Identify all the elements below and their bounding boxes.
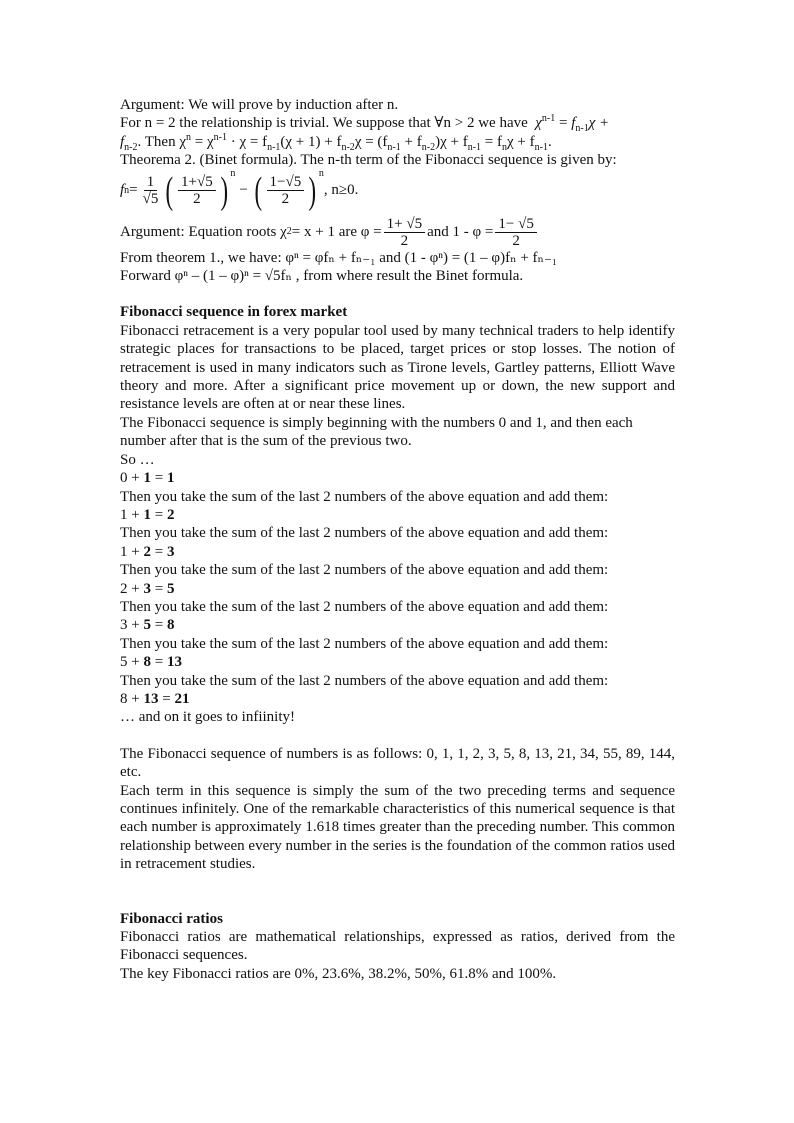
- section-heading-forex: Fibonacci sequence in forex market: [120, 304, 348, 321]
- argument-line: Argument: We will prove by induction after n.: [120, 97, 399, 113]
- binet-term-2: $\frac{1-√5}{2}$: [267, 174, 305, 207]
- fibonacci-step: 8 + 13 = 21: [120, 690, 190, 707]
- forex-paragraph-2: The Fibonacci sequence is simply beginning with the numbers 0 and 1, and then each number after that is the sum of the previous two.: [120, 414, 633, 450]
- section-heading-ratios: Fibonacci ratios: [120, 910, 223, 927]
- theorem-2: Theorema 2. (Binet formula). The n-th term of the Fibonacci sequence is given by:: [120, 152, 617, 169]
- fibonacci-step: 1 + 2 = 3: [120, 543, 175, 560]
- phi-fraction: $\frac{1+ √5}{2}$: [384, 216, 425, 249]
- fibonacci-step: 2 + 3 = 5: [120, 580, 175, 597]
- then-line: Then you take the sum of the last 2 numbers of the above equation and add them:: [120, 635, 609, 652]
- binet-formula: f n = $\frac{1}{√5}$ ( $\frac{1+√5}{2}$ ) n − ( $\frac{1-√5}{2}$ ) n , n≥0.: [120, 167, 359, 212]
- binet-term-1: $\frac{1+√5}{2}$: [178, 174, 216, 207]
- induction-line-1: For n = 2 the relationship is trivial. We suppose that ∀n > 2 we have $\chi^{n-1} = f_{n-1}\chi$ +: [120, 113, 610, 135]
- binet-coefficient: $\frac{1}{√5}$: [142, 174, 159, 208]
- forex-paragraph-3: The Fibonacci sequence of numbers is as follows: 0, 1, 1, 2, 3, 5, 8, 13, 21, 34, 55, 89, 144, etc.: [120, 745, 675, 781]
- forex-paragraph-1: Fibonacci retracement is a very popular tool used by many technical traders to help identify strategic places for transactions to be placed, target prices or stop losses. The notion of retracement is used in many indicators such as Tirone levels, Gartley patterns, Elliott Wave theory and more. After a significant price movement up or down, the new support and resistance levels are often at or near these lines.: [120, 322, 675, 413]
- ratios-paragraph-2: The key Fibonacci ratios are 0%, 23.6%, 38.2%, 50%, 61.8% and 100%.: [120, 965, 557, 982]
- argument-roots: Argument: Equation roots χ 2 = x + 1 are φ = $\frac{1+ √5}{2}$ and 1 - φ = $\frac{1- √5}{2}$: [120, 216, 675, 249]
- forex-paragraph-4: Each term in this sequence is simply the sum of the two preceding terms and sequence continues infinitely. One of the remarkable characteristics of this numerical sequence is that each number is approximately 1.618 times greater than the preceding number. This common relationship between every number in the series is the foundation of the common ratios used in retracement studies.: [120, 782, 675, 873]
- from-theorem-line: From theorem 1., we have: φⁿ = φfₙ + fₙ₋₁ and (1 - φⁿ) = (1 – φ)fₙ + fₙ₋₁: [120, 249, 558, 266]
- fibonacci-step: 3 + 5 = 8: [120, 617, 175, 634]
- then-line: Then you take the sum of the last 2 numbers of the above equation and add them:: [120, 488, 609, 505]
- induction-line-2: $f_{n-2}$. Then $\chi^n = \chi^{n-1} \cdot \chi = f_{n-1}(\chi + 1) + f_{n-2}\chi = (f_{n-1} + f_{n-2})\chi + f_{n-1} = f_n\chi + f_{n-1}$.: [120, 131, 552, 153]
- ratios-paragraph-1: Fibonacci ratios are mathematical relationships, expressed as ratios, derived from the Fibonacci sequences.: [120, 929, 675, 964]
- document-page: [120, 96, 675, 983]
- fibonacci-steps: [120, 469, 675, 708]
- forward-line: Forward φⁿ – (1 – φ)ⁿ = √5fₙ , from where result the Binet formula.: [120, 268, 524, 285]
- then-line: Then you take the sum of the last 2 numbers of the above equation and add them:: [120, 598, 609, 615]
- fibonacci-step: 0 + 1 = 1: [120, 470, 175, 487]
- fibonacci-step: 5 + 8 = 13: [120, 654, 182, 671]
- then-line: Then you take the sum of the last 2 numbers of the above equation and add them:: [120, 562, 609, 579]
- one-minus-phi-fraction: $\frac{1- √5}{2}$: [495, 216, 536, 249]
- fibonacci-step: 1 + 1 = 2: [120, 506, 175, 523]
- so-line: So …: [120, 451, 155, 468]
- infinity-line: … and on it goes to infiinity!: [120, 709, 295, 726]
- then-line: Then you take the sum of the last 2 numbers of the above equation and add them:: [120, 525, 609, 542]
- then-line: Then you take the sum of the last 2 numbers of the above equation and add them:: [120, 672, 609, 689]
